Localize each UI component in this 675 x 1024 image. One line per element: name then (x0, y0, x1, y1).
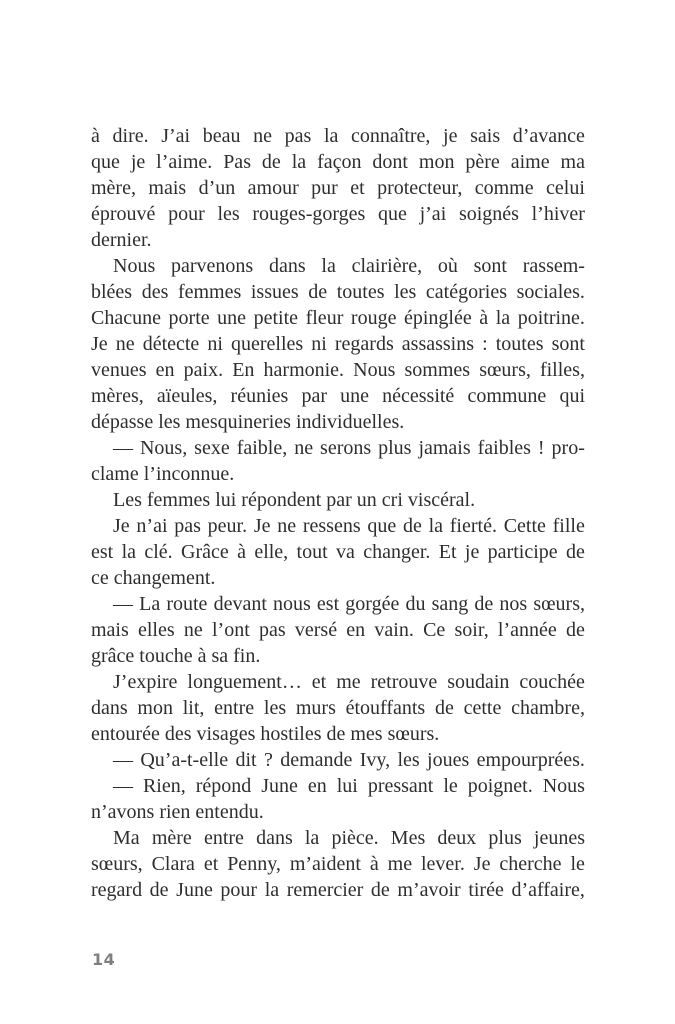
word: querelles (231, 333, 304, 355)
word: protecteur, (377, 177, 463, 199)
word: petite (253, 307, 299, 329)
word: Et (438, 541, 457, 563)
text-line: entourée des visages hostiles de mes sœurs. (91, 723, 440, 745)
word: Je (91, 333, 108, 355)
word: murs (295, 697, 336, 719)
word: serons (320, 437, 372, 459)
word: venues (91, 359, 147, 381)
word: où (437, 255, 458, 277)
word: n’ai (136, 515, 168, 537)
text-line (91, 513, 585, 539)
word: rassem- (522, 255, 585, 277)
text-line (91, 435, 585, 461)
text-line (91, 591, 585, 617)
text-line (91, 279, 585, 305)
text-line (91, 669, 585, 695)
word: est (91, 541, 114, 563)
word: à (91, 125, 100, 147)
word: route (166, 593, 208, 615)
word: le (570, 853, 585, 875)
word: m’aident (289, 853, 361, 875)
word: ne (183, 619, 203, 641)
word: J’expire (113, 671, 178, 693)
word: à (237, 541, 246, 563)
text-line (91, 747, 585, 773)
word: l’hiver (531, 203, 585, 225)
word: issues (250, 281, 299, 303)
text-line (91, 877, 585, 903)
word: Je (253, 515, 271, 537)
word: couchée (519, 671, 585, 693)
word: lui (336, 775, 358, 797)
text-line: ce changement. (91, 567, 216, 589)
word: lit, (182, 697, 205, 719)
text-line (91, 617, 585, 643)
word: l’année (497, 619, 557, 641)
word: en (346, 619, 366, 641)
word: pour (168, 203, 205, 225)
word: sœurs, (533, 593, 585, 615)
text-line (91, 253, 585, 279)
word: blées (91, 281, 133, 303)
word: de (565, 541, 585, 563)
word: porte (168, 307, 210, 329)
word: ressens (302, 515, 361, 537)
word: mon (137, 697, 173, 719)
word: une (217, 307, 247, 329)
word: Nous (353, 359, 396, 381)
word: réunies (230, 385, 289, 407)
word: Nous (113, 255, 156, 277)
word: de (474, 593, 494, 615)
word: de (261, 151, 281, 173)
text-line: clame l’inconnue. (91, 463, 235, 485)
word: Rien, (142, 775, 186, 797)
text-line: n’avons rien entendu. (91, 801, 264, 823)
word: elles (138, 619, 175, 641)
word: sexe (194, 437, 230, 459)
word: regard (91, 879, 143, 901)
word: sont (551, 333, 585, 355)
text-line (91, 123, 585, 149)
word: soir, (454, 619, 489, 641)
word: dans (268, 255, 306, 277)
word: vain. (374, 619, 414, 641)
word: amour (247, 177, 299, 199)
word: femmes (177, 281, 242, 303)
word: Mes (390, 827, 426, 849)
text-line: Les femmes lui répondent par un cri viscéral. (113, 489, 476, 511)
word: Penny, (227, 853, 281, 875)
word: poignet. (467, 775, 533, 797)
word: poitrine. (517, 307, 585, 329)
text-line (91, 201, 585, 227)
word: fleur (305, 307, 344, 329)
word: chambre, (511, 697, 585, 719)
word: nécessité (382, 385, 455, 407)
word: longuement… (187, 671, 302, 693)
text-line (91, 695, 585, 721)
page-number: 14 (92, 950, 116, 969)
text-line: grâce touche à sa fin. (91, 645, 261, 667)
word: sont (473, 255, 507, 277)
word: à (479, 307, 489, 329)
word: Ivy, (359, 749, 391, 771)
word: — (113, 749, 133, 771)
word: plus (378, 437, 412, 459)
word: demande (280, 749, 353, 771)
text-line: dépasse les mesquineries individuelles. (91, 411, 405, 433)
word: La (139, 593, 161, 615)
word: pas (284, 125, 312, 147)
word: de (566, 619, 585, 641)
word: June (176, 879, 213, 901)
word: d’avance (512, 125, 585, 147)
word: Clara (151, 853, 195, 875)
word: sœurs, (479, 359, 531, 381)
word: filles, (539, 359, 585, 381)
word: — (113, 775, 133, 797)
word: aime (510, 151, 550, 173)
word: participe (487, 541, 558, 563)
word: les (397, 749, 420, 771)
word: Pas (223, 151, 251, 173)
word: — (113, 593, 133, 615)
text-line: dernier. (91, 229, 152, 251)
word: retrouve (370, 671, 438, 693)
word: mères, (91, 385, 144, 407)
word: les (263, 697, 287, 719)
word: nous (273, 593, 311, 615)
word: la (304, 827, 320, 849)
word: de (402, 515, 422, 537)
word: me (387, 853, 413, 875)
word: toutes (336, 281, 385, 303)
word: pour (220, 879, 258, 901)
word: répond (195, 775, 252, 797)
word: la (428, 515, 444, 537)
word: catégories (425, 281, 507, 303)
word: j’ai (419, 203, 447, 225)
text-line (91, 305, 585, 331)
word: Qu’a-t-elle (140, 749, 229, 771)
word: la (291, 151, 307, 173)
word: le (443, 775, 458, 797)
word: clé. (144, 541, 173, 563)
word: dire. (112, 125, 149, 147)
word: ni (207, 333, 223, 355)
word: deux (437, 827, 477, 849)
word: — (113, 437, 133, 459)
word: ? (263, 749, 273, 771)
word: détecte (142, 333, 200, 355)
word: mère (151, 827, 192, 849)
text-line (91, 773, 585, 799)
word: clairière, (351, 255, 423, 277)
word: faible, (236, 437, 288, 459)
word: fille (552, 515, 585, 537)
word: je (443, 125, 458, 147)
word: comme (474, 177, 534, 199)
word: soudain (447, 671, 510, 693)
word: commune (467, 385, 547, 407)
word: de (149, 879, 169, 901)
word: fierté. (449, 515, 497, 537)
word: dans (256, 827, 293, 849)
word: pièce. (331, 827, 379, 849)
word: dit (235, 749, 257, 771)
text-line (91, 149, 585, 175)
word: étouffants (345, 697, 426, 719)
word: sang (431, 593, 469, 615)
word: joues (427, 749, 470, 771)
word: épinglée (404, 307, 472, 329)
word: la (323, 125, 339, 147)
word: et (203, 853, 219, 875)
word: que (378, 203, 407, 225)
word: beau (202, 125, 241, 147)
word: parvenons (171, 255, 254, 277)
word: ne (115, 333, 135, 355)
text-line (91, 357, 585, 383)
word: je (464, 541, 480, 563)
word: pas (174, 515, 201, 537)
word: l’aime. (156, 151, 213, 173)
word: les (217, 203, 240, 225)
word: tout (296, 541, 328, 563)
word: la (321, 255, 336, 277)
word: ni (311, 333, 327, 355)
word: regards (334, 333, 394, 355)
text-line (91, 175, 585, 201)
word: plus (488, 827, 522, 849)
word: ne (294, 437, 314, 459)
word: En (232, 359, 255, 381)
word: façon (317, 151, 362, 173)
word: entre (203, 827, 244, 849)
word: la (495, 307, 511, 329)
word: du (405, 593, 426, 615)
word: sommes (404, 359, 471, 381)
word: devant (213, 593, 267, 615)
word: que (91, 151, 120, 173)
word: par (301, 385, 327, 407)
word: à (369, 853, 379, 875)
word: nos (499, 593, 528, 615)
word: d’un (198, 177, 236, 199)
word: et (311, 671, 327, 693)
word: une (340, 385, 369, 407)
word: me (336, 671, 361, 693)
word: qui (559, 385, 585, 407)
word: est (316, 593, 340, 615)
word: Je (473, 853, 491, 875)
word: Ma (113, 827, 140, 849)
word: Nous (542, 775, 585, 797)
word: ma (560, 151, 585, 173)
word: de (308, 281, 328, 303)
word: sociales. (516, 281, 585, 303)
text-line (91, 383, 585, 409)
word: rouges-gorges (252, 203, 366, 225)
word: harmonie. (263, 359, 345, 381)
word: en (155, 359, 175, 381)
word: pressant (367, 775, 434, 797)
word: d’affaire, (511, 879, 585, 901)
word: ! (537, 437, 545, 459)
word: entre (214, 697, 255, 719)
word: que (367, 515, 397, 537)
word: lever. (421, 853, 465, 875)
word: Ce (423, 619, 446, 641)
word: J’ai (161, 125, 191, 147)
word: Chacune (91, 307, 161, 329)
word: en (307, 775, 327, 797)
word: de (434, 697, 454, 719)
word: pas (258, 619, 286, 641)
word: pro- (551, 437, 585, 459)
word: soignés (458, 203, 519, 225)
word: Nous, (139, 437, 188, 459)
word: peur. (207, 515, 248, 537)
word: père (465, 151, 500, 173)
word: ne (253, 125, 273, 147)
word: versé (294, 619, 338, 641)
word: faibles (477, 437, 531, 459)
text-line (91, 331, 585, 357)
word: ne (277, 515, 297, 537)
word: la (264, 879, 280, 901)
word: tirée (468, 879, 504, 901)
word: celui (546, 177, 585, 199)
word: sœurs, (91, 853, 143, 875)
word: l’ont (211, 619, 250, 641)
word: connaître, (351, 125, 431, 147)
word: remercier (286, 879, 364, 901)
word: rouge (350, 307, 397, 329)
word: les (394, 281, 417, 303)
word: empourprées. (476, 749, 585, 771)
word: m’avoir (397, 879, 461, 901)
text-line (91, 851, 585, 877)
word: va (336, 541, 355, 563)
word: assassins (401, 333, 475, 355)
word: dans (91, 697, 128, 719)
word: Grâce (181, 541, 229, 563)
text-line (91, 825, 585, 851)
word: Cette (503, 515, 546, 537)
word: je (130, 151, 146, 173)
word: cherche (499, 853, 562, 875)
word: gorgée (345, 593, 400, 615)
word: cette (463, 697, 502, 719)
word: la (121, 541, 136, 563)
word: elle, (254, 541, 289, 563)
word: sais (470, 125, 501, 147)
word: jamais (418, 437, 471, 459)
word: jeunes (533, 827, 585, 849)
word: éprouvé (91, 203, 156, 225)
word: pur (311, 177, 338, 199)
word: toutes (495, 333, 544, 355)
word: des (141, 281, 169, 303)
word: mais (91, 619, 129, 641)
word: dont (372, 151, 408, 173)
word: de (370, 879, 390, 901)
word: aïeules, (156, 385, 218, 407)
word: paix. (183, 359, 224, 381)
word: Je (113, 515, 130, 537)
word: mère, (91, 177, 136, 199)
word: : (482, 333, 488, 355)
word: et (350, 177, 365, 199)
text-block (91, 123, 585, 903)
word: changer. (363, 541, 431, 563)
word: mon (418, 151, 455, 173)
word: June (261, 775, 298, 797)
word: mais (148, 177, 187, 199)
text-line (91, 539, 585, 565)
